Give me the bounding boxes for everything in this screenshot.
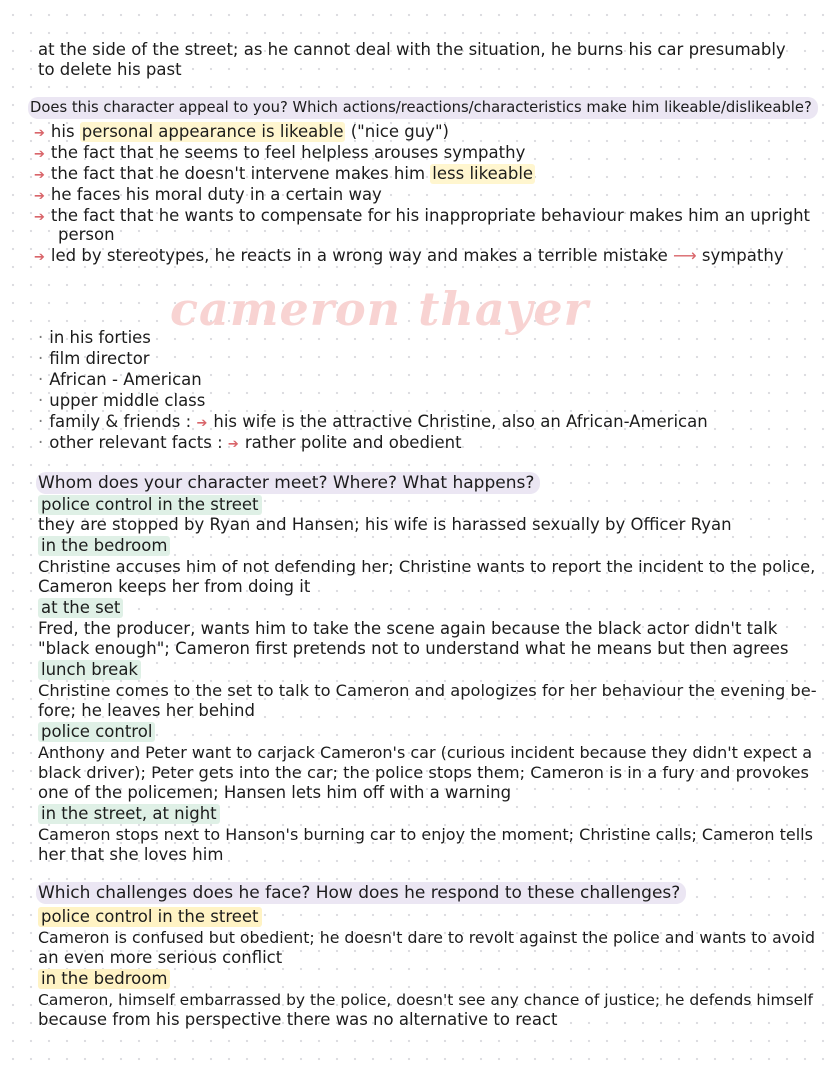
meet-heading-4 — [38, 660, 141, 680]
challenges-heading-1 — [38, 907, 262, 927]
dot-icon: · — [38, 391, 44, 410]
appeal-bullet-6 — [34, 246, 784, 268]
profile-other-label: other relevant facts : — [49, 433, 223, 452]
challenges-s2-line-2: because from his perspective there was no alternative to react — [38, 1010, 558, 1029]
meet-heading-4-text: lunch break — [38, 660, 141, 680]
arrow-icon: ➔ — [34, 126, 45, 141]
meet-heading-5 — [38, 722, 155, 742]
appeal-question — [28, 97, 818, 119]
meet-s4-line-1: Christine comes to the set to talk to Cameron and apologizes for her behaviour the evening be- — [38, 681, 817, 700]
appeal-bullet-2 — [34, 143, 525, 165]
meet-s6-line-2: her that she loves him — [38, 845, 224, 864]
appeal-bullet-5 — [34, 206, 810, 228]
challenges-s1-line-1: Cameron is confused but obedient; he doesn't dare to revolt against the police and wants to avoid — [38, 928, 816, 947]
meet-s4-line-2: fore; he leaves her behind — [38, 701, 255, 720]
arrow-icon: ➔ — [196, 416, 208, 431]
appeal-question-text: Does this character appeal to you? Which actions/reactions/characteristics make him likeable/dislikeable? — [28, 97, 818, 119]
name-watermark: cameron thayer — [170, 282, 589, 336]
meet-s1-line-1: they are stopped by Ryan and Hansen; his wife is harassed sexually by Officer Ryan — [38, 515, 732, 534]
appeal-bullet-1-pre: his — [50, 122, 80, 141]
meet-question-text: Whom does your character meet? Where? What happens? — [36, 472, 540, 494]
appeal-bullet-1-post: ("nice guy") — [345, 122, 449, 141]
meet-heading-2 — [38, 536, 170, 556]
profile-job — [38, 349, 150, 369]
profile-other-value: rather polite and obedient — [244, 433, 462, 452]
profile-family — [38, 412, 708, 434]
challenges-heading-2 — [38, 969, 170, 989]
meet-heading-6-text: in the street, at night — [38, 804, 220, 824]
appeal-bullet-1 — [34, 122, 449, 144]
appeal-bullet-3-highlight: less likeable — [432, 164, 534, 183]
appeal-bullet-6-post: sympathy — [701, 246, 784, 265]
arrow-icon: ➔ — [34, 210, 45, 225]
arrow-icon: ➔ — [34, 147, 45, 162]
appeal-bullet-5-line-2: person — [58, 225, 115, 244]
meet-heading-3-text: at the set — [38, 598, 123, 618]
profile-job-text: film director — [49, 349, 150, 368]
dot-icon: · — [38, 328, 44, 347]
challenges-question-text: Which challenges does he face? How does he respond to these challenges? — [36, 882, 686, 904]
appeal-bullet-3 — [34, 164, 535, 186]
appeal-bullet-3-pre: the fact that he doesn't intervene makes him — [50, 164, 431, 183]
meet-s3-line-1: Fred, the producer, wants him to take the scene again because the black actor didn't talk — [38, 619, 778, 638]
dot-icon: · — [38, 433, 44, 452]
meet-heading-1 — [38, 495, 262, 515]
challenges-heading-2-text: in the bedroom — [38, 969, 170, 989]
arrow-icon: ➔ — [34, 168, 45, 183]
appeal-bullet-5-line-1: the fact that he wants to compensate for his inappropriate behaviour makes him an upright — [50, 206, 811, 225]
profile-ethnicity — [38, 370, 202, 390]
appeal-bullet-6-pre: led by stereotypes, he reacts in a wrong way and makes a terrible mistake — [50, 246, 668, 265]
meet-s5-line-1: Anthony and Peter want to carjack Cameron's car (curious incident because they didn't expect a — [38, 743, 812, 762]
challenges-question — [36, 882, 686, 904]
challenges-s1-line-2: an even more serious conflict — [38, 948, 283, 967]
dot-icon: · — [38, 412, 44, 431]
intro-line-2: to delete his past — [38, 60, 182, 79]
meet-s5-line-2: black driver); Peter gets into the car; the police stops them; Cameron is in a fury and provokes — [38, 763, 810, 782]
dot-icon: · — [38, 349, 44, 368]
appeal-bullet-1-highlight: personal appearance is likeable — [81, 122, 344, 141]
meet-heading-2-text: in the bedroom — [38, 536, 170, 556]
arrow-icon: ➔ — [227, 437, 239, 452]
arrow-icon: ➔ — [34, 189, 45, 204]
meet-s6-line-1: Cameron stops next to Hanson's burning car to enjoy the moment; Christine calls; Cameron tells — [38, 825, 813, 844]
profile-age-text: in his forties — [49, 328, 151, 347]
meet-question — [36, 472, 540, 494]
challenges-s2-line-1: Cameron, himself embarrassed by the police, doesn't see any chance of justice; he defends himself — [38, 991, 813, 1009]
profile-class-text: upper middle class — [49, 391, 206, 410]
dot-icon: · — [38, 370, 44, 389]
appeal-bullet-4-text: he faces his moral duty in a certain way — [50, 185, 382, 204]
profile-family-label: family & friends : — [49, 412, 192, 431]
meet-s2-line-1: Christine accuses him of not defending her; Christine wants to report the incident to the police, — [38, 557, 816, 576]
profile-age — [38, 328, 151, 348]
arrow-icon: ➔ — [34, 250, 45, 265]
profile-class — [38, 391, 205, 411]
meet-heading-1-text: police control in the street — [38, 495, 262, 515]
appeal-bullet-2-text: the fact that he seems to feel helpless arouses sympathy — [50, 143, 526, 162]
profile-ethnicity-text: African - American — [49, 370, 202, 389]
profile-family-value: his wife is the attractive Christine, also an African-American — [213, 412, 708, 431]
meet-heading-5-text: police control — [38, 722, 155, 742]
appeal-bullet-4 — [34, 185, 382, 207]
meet-s3-line-2: "black enough"; Cameron first pretends not to understand what he means but then agrees — [38, 639, 789, 658]
profile-other — [38, 433, 462, 455]
meet-heading-6 — [38, 804, 220, 824]
meet-s2-line-2: Cameron keeps her from doing it — [38, 577, 311, 596]
arrow-right-icon: ⟶ — [672, 246, 697, 265]
meet-s5-line-3: one of the policemen; Hansen lets him off with a warning — [38, 783, 512, 802]
meet-heading-3 — [38, 598, 123, 618]
intro-line-1: at the side of the street; as he cannot deal with the situation, he burns his car presumably — [38, 40, 786, 59]
challenges-heading-1-text: police control in the street — [38, 907, 262, 927]
